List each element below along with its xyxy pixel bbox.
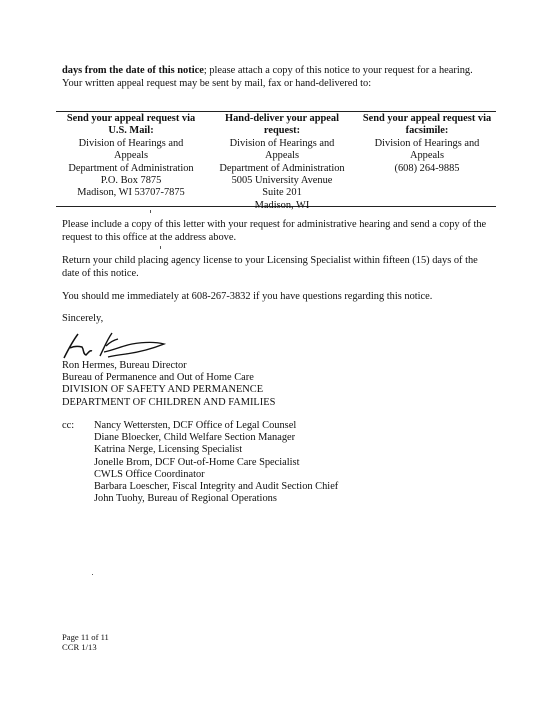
page-number: Page 11 of 11	[62, 632, 109, 642]
cc-label: cc:	[62, 420, 75, 431]
signatory-bureau: Bureau of Permanence and Out of Home Care	[62, 372, 254, 384]
appeal-address-line: Appeals	[113, 150, 149, 162]
appeal-address-line: Madison, WI 53707-7875	[77, 187, 185, 199]
cc-recipient: John Tuohy, Bureau of Regional Operations	[94, 493, 277, 505]
cc-recipient: CWLS Office Coordinator	[94, 468, 205, 480]
scan-speck	[92, 574, 93, 575]
handwritten-signature	[60, 330, 180, 362]
include-copy-paragraph: Please include a copy of this letter with your request for administrative hearing and send a copy of the request to this office at the address above.	[62, 219, 487, 243]
appeal-column-heading: Send your appeal request via	[362, 113, 492, 124]
cc-recipient-list	[94, 420, 414, 505]
cc-recipient: Nancy Wettersten, DCF Office of Legal Counsel	[94, 420, 297, 431]
signature-block	[62, 360, 275, 409]
appeal-address-line: Division of Hearings and	[229, 137, 335, 149]
return-license-paragraph: Return your child placing agency license to your Licensing Specialist within fifteen (15) days of the date of this notice.	[62, 255, 478, 279]
page-footer	[62, 632, 109, 653]
scan-speck	[160, 246, 161, 249]
appeal-column-heading: facsimile:	[405, 125, 449, 137]
contact-paragraph: You should me immediately at 608-267-3832 if you have questions regarding this notice.	[62, 291, 433, 302]
appeal-address-line: Division of Hearings and	[78, 137, 184, 149]
intro-paragraph	[62, 64, 492, 90]
appeal-methods-table	[56, 111, 496, 211]
appeal-address-line: Division of Hearings and	[374, 137, 480, 149]
appeal-address-line: 5005 University Avenue	[231, 175, 333, 187]
appeal-address-line: P.O. Box 7875	[100, 175, 162, 187]
signatory-name: Ron Hermes, Bureau Director	[62, 360, 187, 371]
cc-recipient: Diane Bloecker, Child Welfare Section Manager	[94, 432, 296, 444]
appeal-address-line: Department of Administration	[219, 162, 345, 174]
cc-recipient: Katrina Nerge, Licensing Specialist	[94, 444, 243, 456]
appeal-address-line: Madison, WI	[254, 199, 310, 211]
appeal-column-fax	[358, 112, 496, 206]
appeal-column-mail	[56, 112, 206, 206]
signatory-division: DIVISION OF SAFETY AND PERMANENCE	[62, 384, 264, 396]
appeal-column-heading: Send your appeal request via	[66, 113, 196, 124]
cc-recipient: Jonelle Brom, DCF Out-of-Home Care Specialist	[94, 456, 300, 468]
appeal-column-hand-deliver	[206, 112, 358, 211]
document-code: CCR 1/13	[62, 642, 97, 653]
appeal-column-heading: Hand-deliver your appeal	[225, 113, 339, 124]
intro-text-line2: Your written appeal request may be sent by mail, fax or hand-delivered to:	[62, 78, 372, 89]
scan-speck	[150, 210, 151, 213]
appeal-column-heading: request:	[263, 125, 301, 137]
intro-bold-text: days from the date of this notice	[62, 65, 204, 76]
closing-text: Sincerely,	[62, 313, 104, 324]
appeal-address-line: Department of Administration	[68, 162, 194, 174]
signatory-department: DEPARTMENT OF CHILDREN AND FAMILIES	[62, 396, 276, 408]
appeal-column-heading: U.S. Mail:	[108, 125, 154, 137]
appeal-address-line: Suite 201	[262, 187, 302, 199]
appeal-address-line: Appeals	[409, 150, 445, 162]
cc-recipient: Barbara Loescher, Fiscal Integrity and Audit Section Chief	[94, 481, 339, 493]
appeal-fax-number: (608) 264-9885	[394, 162, 460, 174]
intro-text: ; please attach a copy of this notice to your request for a hearing.	[203, 65, 473, 76]
appeal-address-line: Appeals	[264, 150, 300, 162]
